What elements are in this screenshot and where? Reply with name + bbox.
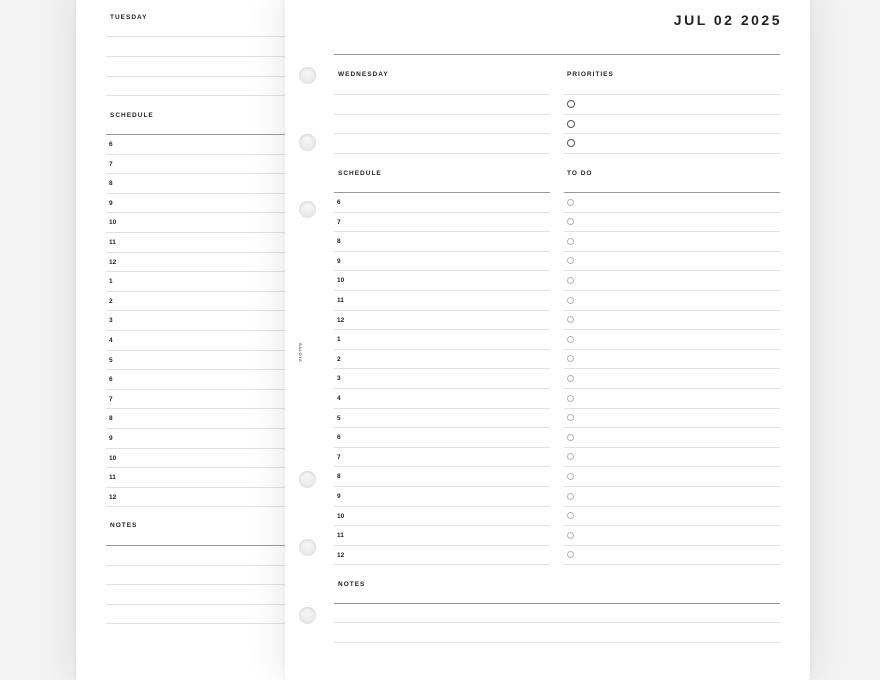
todo-checkbox-icon [567, 434, 574, 441]
schedule-line [334, 388, 550, 389]
binder-hole [299, 67, 316, 84]
todo-line [564, 231, 780, 232]
section-divider [334, 603, 780, 604]
notes-line [334, 642, 780, 643]
todo-checkbox-icon [567, 238, 574, 245]
todo-checkbox-icon [567, 395, 574, 402]
schedule-line [334, 212, 550, 213]
todo-line [564, 310, 780, 311]
hour-label: 9 [109, 199, 113, 207]
notes-label: NOTES [338, 581, 366, 588]
todo-checkbox-icon [567, 453, 574, 460]
hour-label: 6 [337, 434, 341, 442]
todo-line [564, 545, 780, 546]
hour-label: 8 [337, 238, 341, 246]
schedule-line [334, 486, 550, 487]
todo-checkbox-icon [567, 414, 574, 421]
schedule-line [334, 408, 550, 409]
schedule-line [334, 564, 550, 565]
todo-label: TO DO [567, 170, 593, 177]
schedule-label: SCHEDULE [110, 112, 154, 119]
schedule-line [334, 427, 550, 428]
back-planner-page [76, 0, 316, 680]
section-divider [564, 192, 780, 193]
hour-label: 10 [337, 277, 345, 285]
schedule-line [334, 310, 550, 311]
schedule-line [334, 231, 550, 232]
priority-line [564, 114, 780, 115]
hour-label: 7 [337, 218, 341, 226]
hour-label: 10 [337, 512, 345, 520]
todo-line [564, 447, 780, 448]
todo-line [564, 270, 780, 271]
hour-label: 11 [337, 532, 344, 540]
hour-label: 3 [109, 317, 113, 325]
schedule-line [334, 545, 550, 546]
front-planner-page [285, 0, 810, 680]
hour-label: 9 [109, 435, 113, 442]
hour-label: 11 [109, 239, 116, 246]
priority-checkbox-icon [567, 139, 575, 147]
todo-checkbox-icon [567, 199, 574, 206]
schedule-line [334, 270, 550, 271]
todo-checkbox-icon [567, 493, 574, 500]
hour-label: 12 [337, 551, 345, 559]
todo-checkbox-icon [567, 375, 574, 382]
hour-label: 12 [337, 316, 345, 324]
priorities-label: PRIORITIES [567, 71, 614, 78]
todo-checkbox-icon [567, 316, 574, 323]
binder-hole [299, 607, 316, 624]
schedule-line [334, 251, 550, 252]
hour-label: 8 [109, 180, 113, 188]
todo-line [564, 329, 780, 330]
priority-checkbox-icon [567, 100, 575, 108]
hour-label: 7 [337, 453, 341, 461]
day-label: TUESDAY [110, 14, 148, 21]
priority-line [564, 94, 780, 95]
todo-checkbox-icon [567, 512, 574, 519]
binder-hole [299, 201, 316, 218]
hour-label: 10 [109, 219, 117, 227]
todo-line [564, 368, 780, 369]
hour-label: 7 [109, 160, 113, 168]
todo-checkbox-icon [567, 551, 574, 558]
hour-label: 2 [109, 297, 113, 305]
hour-label: 12 [109, 493, 117, 501]
todo-checkbox-icon [567, 218, 574, 225]
ruled-line [334, 153, 550, 154]
hour-label: 9 [337, 257, 341, 265]
binder-hole [299, 539, 316, 556]
hour-label: 12 [109, 258, 117, 266]
hour-label: 6 [109, 376, 113, 384]
todo-line [564, 427, 780, 428]
todo-line [564, 349, 780, 350]
hour-label: 6 [337, 199, 341, 206]
ruled-line [334, 133, 550, 134]
hour-label: 2 [337, 355, 341, 363]
binder-hole [299, 134, 316, 151]
hour-label: 4 [337, 395, 341, 402]
todo-checkbox-icon [567, 532, 574, 539]
schedule-line [334, 466, 550, 467]
schedule-line [334, 368, 550, 369]
header-rule [334, 54, 780, 55]
ruled-line [334, 114, 550, 115]
hour-label: 9 [337, 493, 341, 500]
schedule-line [334, 525, 550, 526]
hour-label: 10 [109, 454, 117, 462]
section-divider [334, 192, 550, 193]
hour-label: 8 [109, 415, 113, 423]
todo-line [564, 290, 780, 291]
hour-label: 8 [337, 473, 341, 481]
hour-label: 6 [109, 141, 113, 148]
todo-checkbox-icon [567, 257, 574, 264]
page-date: JUL 02 2025 [673, 12, 782, 28]
todo-checkbox-icon [567, 336, 574, 343]
ruled-line [334, 94, 550, 95]
schedule-label: SCHEDULE [338, 170, 382, 177]
notes-label: NOTES [110, 522, 138, 529]
hour-label: 5 [109, 356, 113, 364]
schedule-line [334, 349, 550, 350]
hour-label: 11 [109, 474, 116, 482]
todo-checkbox-icon [567, 473, 574, 480]
hour-label: 1 [109, 278, 113, 286]
hour-label: 4 [109, 337, 113, 344]
todo-line [564, 525, 780, 526]
brand-mark: SALOYA [298, 343, 303, 363]
priority-line [564, 133, 780, 134]
notes-line [334, 622, 780, 623]
priority-line [564, 153, 780, 154]
day-label: WEDNESDAY [338, 71, 389, 78]
todo-checkbox-icon [567, 277, 574, 284]
todo-checkbox-icon [567, 355, 574, 362]
todo-line [564, 466, 780, 467]
hour-label: 11 [337, 297, 344, 304]
todo-checkbox-icon [567, 297, 574, 304]
todo-line [564, 486, 780, 487]
todo-line [564, 212, 780, 213]
schedule-line [334, 447, 550, 448]
todo-line [564, 408, 780, 409]
priority-checkbox-icon [567, 120, 575, 128]
hour-label: 5 [337, 414, 341, 422]
schedule-line [334, 329, 550, 330]
hour-label: 3 [337, 375, 341, 383]
todo-line [564, 564, 780, 565]
todo-line [564, 506, 780, 507]
hour-label: 7 [109, 395, 113, 403]
todo-line [564, 251, 780, 252]
todo-line [564, 388, 780, 389]
hour-label: 1 [337, 336, 341, 344]
schedule-line [334, 506, 550, 507]
binder-hole [299, 471, 316, 488]
schedule-line [334, 290, 550, 291]
